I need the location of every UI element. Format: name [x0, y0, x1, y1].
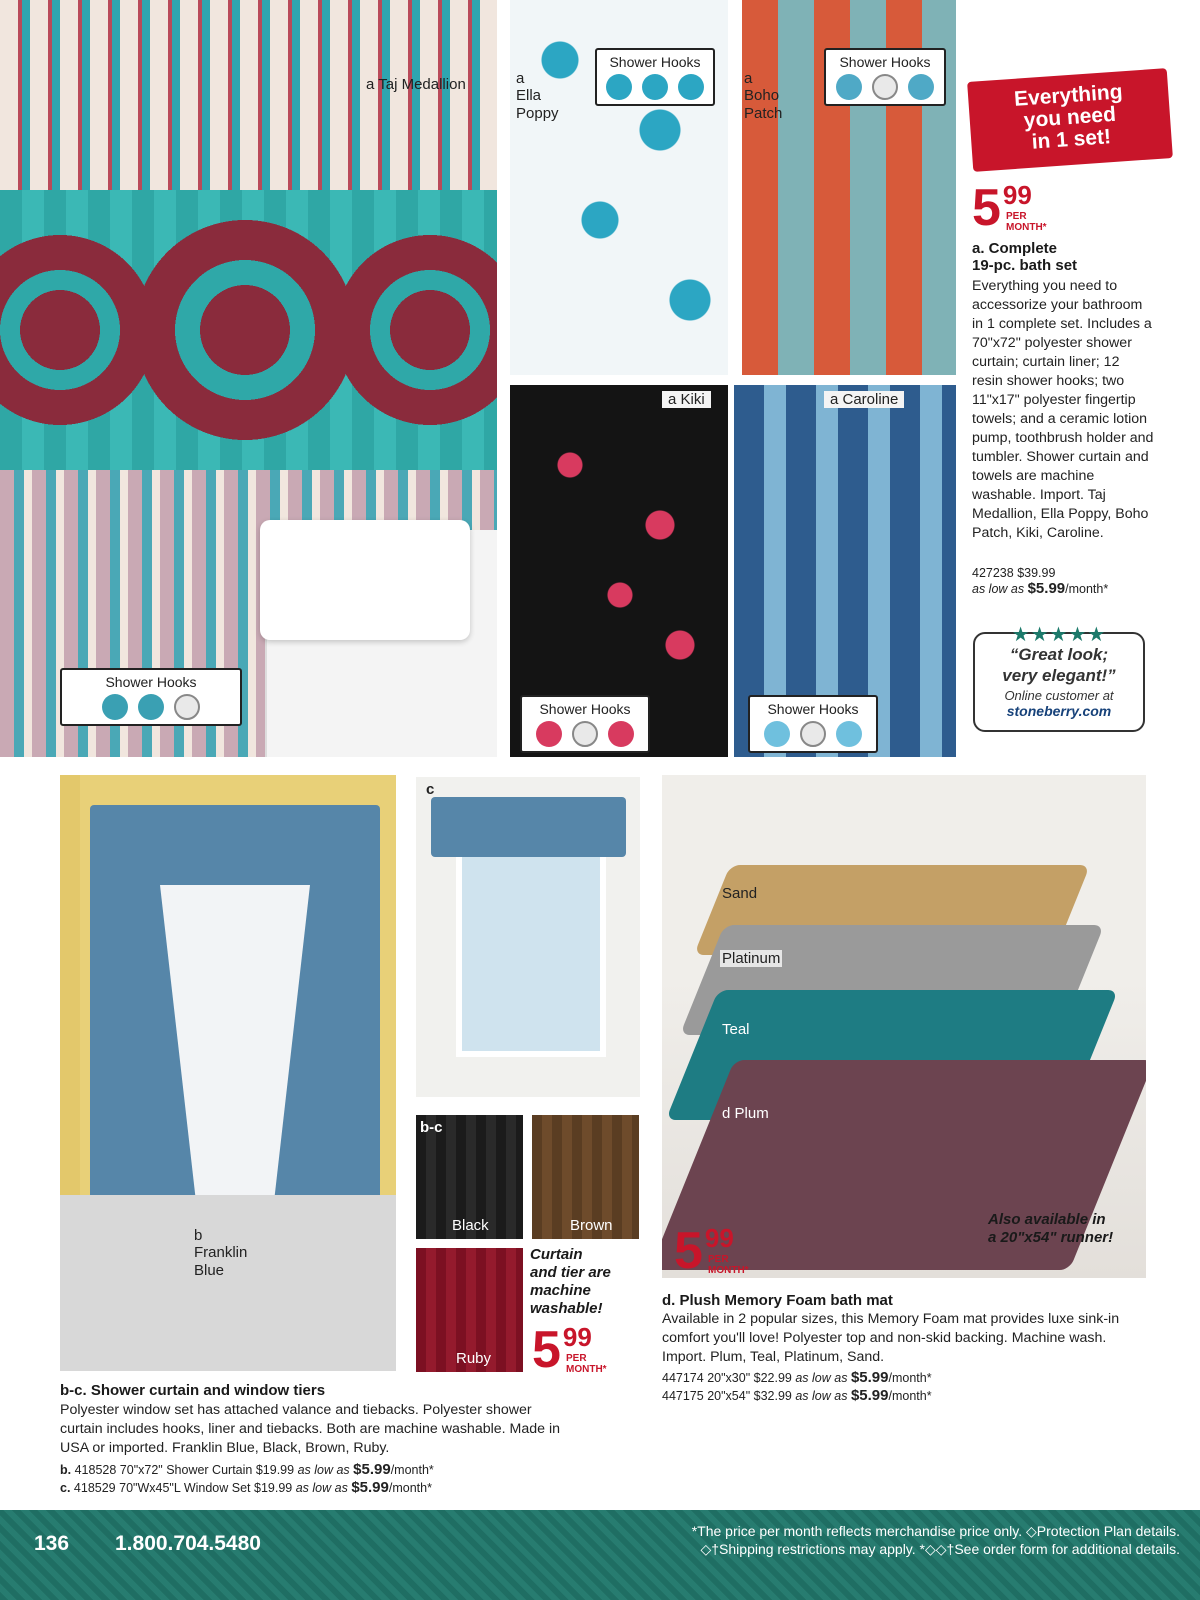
review-quote: “Great look; very elegant!”: [1002, 645, 1116, 685]
fine-print-line: *The price per month reflects merchandise price only. ◇Protection Plan details.: [691, 1523, 1180, 1539]
window-tier-photo: [416, 777, 640, 1097]
taj-medallion-photo: [0, 0, 497, 757]
price-whole: 5: [674, 1222, 703, 1278]
hook-icon: [642, 74, 668, 100]
per-month-suffix: /month*: [390, 1463, 434, 1477]
fine-print: [620, 1522, 1180, 1558]
hook-icon: [836, 74, 862, 100]
ella-hooks-box: [595, 48, 715, 106]
sku-monthly: $5.99: [1027, 580, 1066, 597]
per-month-suffix: /month*: [388, 1481, 432, 1495]
bath-mat-title: d. Plush Memory Foam bath mat: [662, 1292, 893, 1309]
swatch-ruby: [416, 1248, 523, 1372]
swatch-brown-label: Brown: [570, 1217, 613, 1234]
boho-hooks-box: [824, 48, 946, 106]
sku-number: 418528: [74, 1463, 117, 1477]
shower-hooks-label: Shower Hooks: [767, 701, 859, 717]
franklin-blue-photo: [60, 775, 396, 1371]
fine-print-line: ◇†Shipping restrictions may apply. *◇◇†See order form for additional details.: [700, 1541, 1180, 1557]
sku-monthly: $5.99: [850, 1369, 889, 1386]
shower-hooks-label: Shower Hooks: [609, 54, 701, 70]
curtain-tier-description: Polyester window set has attached valance and tiebacks. Polyester shower curtain includes hooks, liner and tiebacks. Both are machine washable. Made in USA or imported. Franklin Blue, Black, Brown, Ruby.: [60, 1402, 560, 1456]
franklin-blue-label: b Franklin Blue: [194, 1227, 248, 1279]
per-month-label: PER MONTH*: [566, 1353, 607, 1375]
sku-price: $39.99: [1017, 566, 1056, 580]
review-site-link[interactable]: stoneberry.com: [1006, 703, 1112, 719]
hook-icon: [800, 721, 826, 747]
curtain-sku-row-b: [60, 1462, 580, 1478]
ella-poppy-label: a Ella Poppy: [516, 70, 559, 122]
ella-poppy-photo: [510, 0, 728, 375]
hook-icon: [764, 721, 790, 747]
phone-number[interactable]: 1.800.704.5480: [115, 1532, 261, 1555]
sku-number: 427238: [972, 566, 1014, 580]
sku-monthly: $5.99: [850, 1387, 889, 1404]
per-month-label: PER MONTH*: [1006, 211, 1047, 233]
sku-desc: 20"x54": [707, 1389, 751, 1403]
as-low-as-label: as low as: [295, 1481, 348, 1495]
bc-label: b-c: [420, 1119, 443, 1136]
curtain-sku-row-c: [60, 1480, 580, 1496]
per-month-label: PER MONTH*: [708, 1254, 749, 1276]
as-low-as-label: as low as: [795, 1389, 848, 1403]
per-month-suffix: /month*: [888, 1389, 932, 1403]
bath-set-monthly-price: [972, 179, 1047, 237]
hook-icon: [174, 694, 200, 720]
bath-mat-photo: [662, 775, 1146, 1278]
shower-hooks-label: Shower Hooks: [105, 674, 197, 690]
mat-platinum-label: Platinum: [722, 950, 781, 967]
runner-note: Also available in a 20"x54" runner!: [988, 1211, 1114, 1246]
banner-line: you need: [1023, 102, 1117, 133]
page-number: 136: [34, 1532, 70, 1555]
sku-price: $22.99: [753, 1371, 792, 1385]
price-cents: 99: [704, 1223, 734, 1253]
price-whole: 5: [972, 179, 1001, 237]
sku-number: 447175: [662, 1389, 704, 1403]
sku-prefix: c.: [60, 1481, 71, 1495]
kiki-hooks-box: [520, 695, 650, 753]
mat-sku-row-1: [662, 1370, 1152, 1386]
review-source: Online customer at: [1004, 688, 1114, 703]
swatch-black-label: Black: [452, 1217, 489, 1234]
kiki-photo: [510, 385, 728, 757]
per-month-suffix: /month*: [888, 1371, 932, 1385]
caroline-label: a Caroline: [824, 391, 904, 408]
sku-prefix: b.: [60, 1463, 72, 1477]
swatch-ruby-label: Ruby: [456, 1350, 492, 1367]
boho-patch-label: a Boho Patch: [744, 70, 783, 122]
sku-desc: 20"x30": [707, 1371, 751, 1385]
hook-icon: [908, 74, 934, 100]
price-cents: 99: [562, 1322, 592, 1352]
hook-icon: [536, 721, 562, 747]
as-low-as-label: as low as: [795, 1371, 848, 1385]
page-footer: [0, 1510, 1200, 1600]
hook-icon: [678, 74, 704, 100]
caroline-photo: [734, 385, 956, 757]
taj-medallion-label: a Taj Medallion: [366, 76, 466, 93]
banner-line: Everything: [1013, 80, 1124, 111]
hook-icon: [102, 694, 128, 720]
price-whole: 5: [532, 1321, 561, 1379]
sku-number: 418529: [73, 1481, 116, 1495]
price-cents: 99: [1002, 180, 1032, 210]
hook-icon: [606, 74, 632, 100]
machine-washable-note: Curtain and tier are machine washable!: [530, 1246, 611, 1317]
kiki-label: a Kiki: [662, 391, 711, 408]
shower-hooks-label: Shower Hooks: [839, 54, 931, 70]
hook-icon: [608, 721, 634, 747]
mat-plum-label: d Plum: [722, 1105, 769, 1122]
sku-desc: 70"x72" Shower Curtain: [119, 1463, 253, 1477]
mat-sku-row-2: [662, 1388, 1152, 1404]
per-month-suffix: /month*: [1065, 582, 1109, 596]
swatch-brown: [532, 1115, 639, 1239]
mat-sand-label: Sand: [722, 885, 758, 902]
bath-mat-description: Available in 2 popular sizes, this Memory Foam mat provides luxe sink-in comfort you'll love! Polyester top and non-skid backing. Machine wash. Import. Plum, Teal, Platinum, Sand.: [662, 1311, 1120, 1365]
bath-set-sku-row: [972, 565, 1162, 597]
as-low-as-label: as low as: [297, 1463, 350, 1477]
taj-hooks-box: [60, 668, 242, 726]
sku-monthly: $5.99: [351, 1479, 389, 1496]
mat-monthly-price: [674, 1222, 749, 1278]
mat-teal-label: Teal: [722, 1021, 750, 1038]
sku-price: $19.99: [254, 1481, 293, 1495]
hook-icon: [872, 74, 898, 100]
sku-number: 447174: [662, 1371, 704, 1385]
hook-icon: [836, 721, 862, 747]
as-low-as-label: as low as: [972, 582, 1025, 596]
swatch-black: [416, 1115, 523, 1239]
hook-icon: [138, 694, 164, 720]
caroline-hooks-box: [748, 695, 878, 753]
curtain-tier-title: b-c. Shower curtain and window tiers: [60, 1382, 326, 1399]
sku-desc: 70"Wx45"L Window Set: [119, 1481, 251, 1495]
banner-line: in 1 set!: [1030, 125, 1112, 154]
boho-patch-photo: [742, 0, 956, 375]
sku-price: $19.99: [255, 1463, 295, 1477]
hook-icon: [572, 721, 598, 747]
curtain-monthly-price: [532, 1321, 607, 1379]
sku-monthly: $5.99: [353, 1461, 391, 1478]
sku-price: $32.99: [753, 1389, 792, 1403]
customer-review-box: [973, 624, 1145, 732]
everything-banner: [967, 68, 1173, 172]
window-tier-label: c: [426, 781, 435, 798]
bath-set-description: Everything you need to accessorize your bathroom in 1 complete set. Includes a 70"x72" polyester shower curtain; curtain liner; 12 resin shower hooks; two 11"x17" polyester fingertip towels; and a ceramic lotion pump, toothbrush holder and tumbler. Shower curtain and towels are machine washable. Import. Taj Medallion, Ella Poppy, Boho Patch, Kiki, Caroline.: [972, 278, 1154, 541]
five-star-icon: ★★★★★: [1011, 624, 1107, 646]
shower-hooks-label: Shower Hooks: [539, 701, 631, 717]
bath-set-title: a. Complete 19-pc. bath set: [972, 240, 1078, 275]
